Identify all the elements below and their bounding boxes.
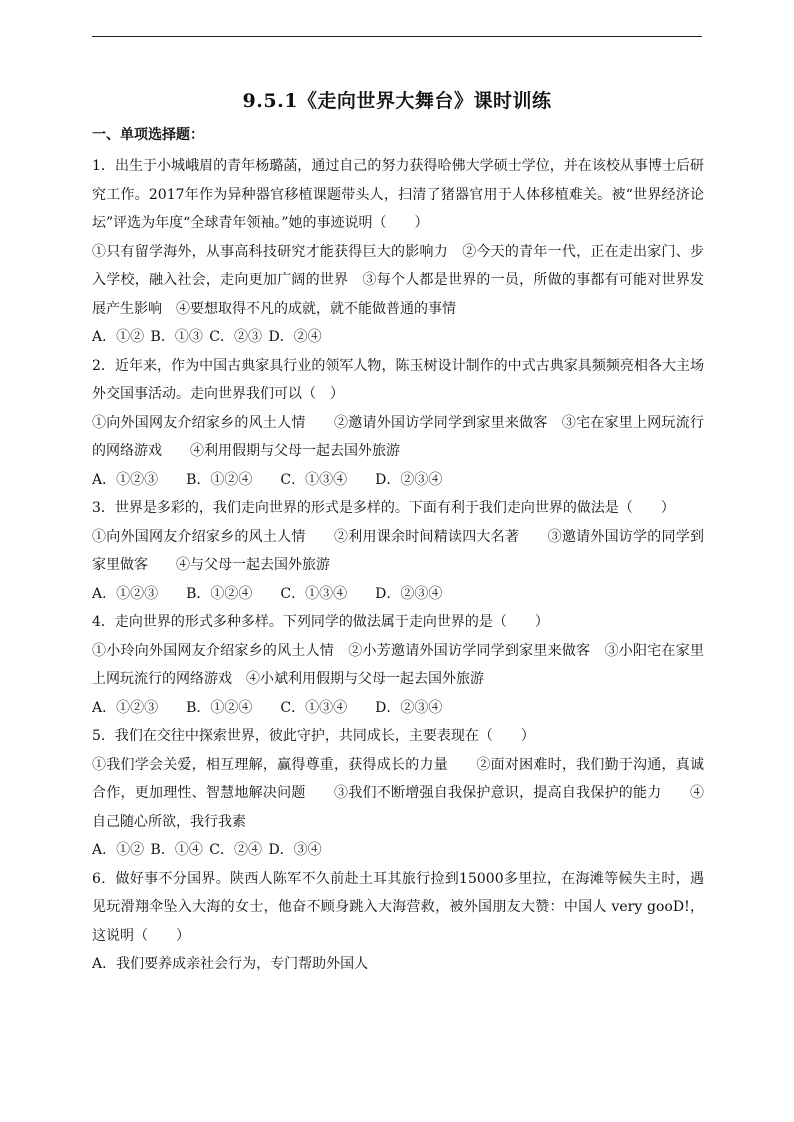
question-1 [92,152,704,352]
question-options: ①小玲向外国网友介绍家乡的风土人情 ②小芳邀请外国访学同学到家里来做客 ③小阳宅在家里上网玩流行的网络游戏 ④小斌利用假期与父母一起去国外旅游 [92,642,704,687]
answer-choices: A．①②③ B．①②④ C．①③④ D．②③④ [92,471,443,488]
question-3 [92,494,704,608]
question-2 [92,352,704,495]
question-4 [92,608,704,722]
question-stem: 1．出生于小城峨眉的青年杨璐菡，通过自己的努力获得哈佛大学硕士学位，并在该校从事博士后研究工作。2017年作为异种器官移植课题带头人，扫清了猪器官用于人体移植难关。被“世界经济论坛”评选为年度“全球青年领袖。”她的事迹说明（ ） [92,158,704,231]
answer-choices: A．①②③ B．①②④ C．①③④ D．②③④ [92,585,443,602]
question-options: ①向外国网友介绍家乡的风土人情 ②邀请外国访学同学到家里来做客 ③宅在家里上网玩流行的网络游戏 ④利用假期与父母一起去国外旅游 [92,414,704,459]
answer-choices: A．①②③ B．①②④ C．①③④ D．②③④ [92,699,443,716]
question-options: ①向外国网友介绍家乡的风土人情 ②利用课余时间精读四大名著 ③邀请外国访学的同学到家里做客 ④与父母一起去国外旅游 [92,528,704,573]
question-stem: 5．我们在交往中探索世界，彼此守护，共同成长，主要表现在（ ） [92,728,535,744]
question-options: ①只有留学海外，从事高科技研究才能获得巨大的影响力 ②今天的青年一代，正在走出家门、步入学校，融入社会，走向更加广阔的世界 ③每个人都是世界的一员，所做的事都有可能对世界发展产生影响 ④要想取得不凡的成就，就不能做普通的事情 [92,243,704,317]
section-heading: 一、单项选择题： [92,127,204,143]
question-stem: 3．世界是多彩的，我们走向世界的形式是多样的。下面有利于我们走向世界的做法是（ ） [92,500,675,516]
question-6 [92,865,704,979]
answer-choices: A．①② B．①③ C．②③ D．②④ [92,329,322,345]
question-stem: 4．走向世界的形式多种多样。下列同学的做法属于走向世界的是（ ） [92,614,549,630]
question-stem: 2．近年来，作为中国古典家具行业的领军人物，陈玉树设计制作的中式古典家具频频亮相各大主场外交国事活动。走向世界我们可以（ ） [92,357,704,402]
answer-choices: A．①② B．①④ C．②④ D．③④ [92,842,322,858]
question-5 [92,722,704,865]
page-title: 9.5.1《走向世界大舞台》课时训练 [242,90,552,112]
answer-choice-a: A．我们要养成亲社会行为，专门帮助外国人 [92,956,369,972]
question-stem: 6．做好事不分国界。陕西人陈军不久前赴土耳其旅行捡到15000多里拉，在海滩等候失主时，遇见玩滑翔伞坠入大海的女士，他奋不顾身跳入大海营救，被外国朋友大赞：中国人 very gooD!，这说明（ ） [92,870,704,944]
question-list [92,152,704,979]
question-options: ①我们学会关爱，相互理解，赢得尊重，获得成长的力量 ②面对困难时，我们勤于沟通，真诚合作，更加理性、智慧地解决问题 ③我们不断增强自我保护意识，提高自我保护的能力 ④自己随心所欲，我行我素 [92,756,704,830]
header-rule [92,36,702,37]
